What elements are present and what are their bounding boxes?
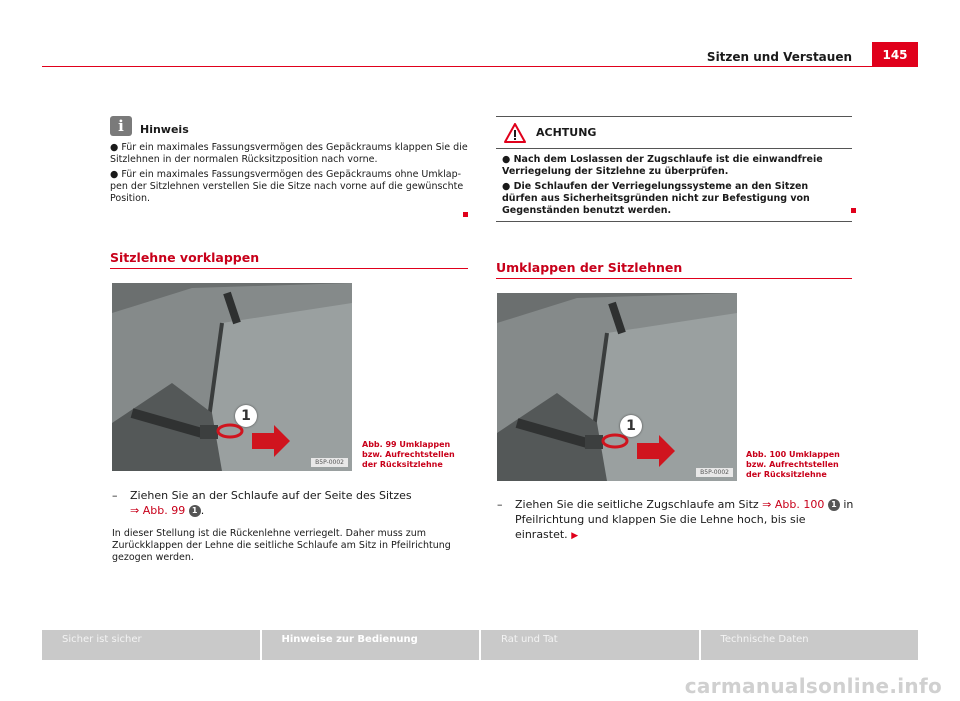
instruction-step: – Ziehen Sie die seitliche Zugschlaufe am Sitz ⇒ Abb. 100 1 in Pfeilrichtung und klappen Sie die Lehne hoch, bis sie einrastet. ▶ (497, 498, 854, 541)
footer-tab[interactable]: Technische Daten (701, 630, 919, 660)
warning-title: ACHTUNG (536, 126, 597, 139)
warning-item: ● Nach dem Loslassen der Zugschlaufe ist die einwandfreie Verriegelung der Sitzlehne zu überprüfen. (502, 154, 823, 177)
callout-badge: 1 (828, 499, 840, 511)
figure-seat-strap (497, 293, 737, 481)
section-rule (110, 268, 468, 269)
warning-box (496, 116, 852, 222)
footer-nav (42, 630, 918, 660)
notice-box (110, 116, 468, 221)
figure-xref-link[interactable]: ⇒ Abb. 99 (130, 504, 186, 517)
continue-arrow-icon: ▶ (571, 531, 579, 541)
seat-illustration (112, 283, 352, 471)
warning-item: ● Die Schlaufen der Verriegelungssysteme an den Sitzen dürfen aus Sicherheitsgründen nicht zur Befestigung von Gegenständen benutzt werden. (502, 181, 810, 216)
figure-callout: 1 (620, 415, 642, 437)
section-rule (496, 278, 852, 279)
info-icon: i (110, 116, 132, 136)
seat-illustration (497, 293, 737, 481)
figure-callout: 1 (235, 405, 257, 427)
figure-code: B5P-0002 (696, 468, 733, 477)
callout-badge: 1 (189, 505, 201, 517)
footer-tab-active[interactable]: Hinweise zur Bedienung (262, 630, 480, 660)
notice-item: ● Für ein maximales Fassungsvermögen des Gepäckraums klappen Sie die Sitzlehnen in der normalen Rücksitzposition nach vorne. (110, 142, 468, 165)
figure-code: B5P-0002 (311, 458, 348, 467)
figure-caption: Abb. 100 Umklappen bzw. Aufrechtstellen der Rücksitzlehne (746, 450, 840, 479)
header-rule (42, 66, 918, 67)
footer-tab[interactable]: Sicher ist sicher (42, 630, 260, 660)
watermark: carmanualsonline.info (684, 674, 942, 698)
footer-tab[interactable]: Rat und Tat (481, 630, 699, 660)
figure-caption: Abb. 99 Umklappen bzw. Aufrechtstellen der Rücksitzlehne (362, 440, 455, 469)
figure-seat-strap (112, 283, 352, 471)
notice-item: ● Für ein maximales Fassungsvermögen des Gepäckraums ohne Umklappen der Sitzlehnen verstellen Sie die Sitze nach vorne auf die gewünschte Position. (110, 169, 464, 204)
left-section-heading (110, 250, 468, 269)
notice-title: Hinweis (140, 123, 189, 136)
figure-xref-link[interactable]: ⇒ Abb. 100 (762, 498, 825, 511)
page-number: 145 (872, 42, 918, 67)
section-title: Sitzlehne vorklappen (110, 250, 260, 265)
right-section-heading (496, 260, 852, 279)
section-title: Umklappen der Sitzlehnen (496, 260, 683, 275)
end-marker-icon (463, 212, 468, 217)
running-header-title: Sitzen und Verstauen (706, 50, 852, 64)
end-marker-icon (851, 208, 856, 213)
instruction-step: – Ziehen Sie an der Schlaufe auf der Seite des Sitzes ⇒ Abb. 99 1 . (112, 489, 412, 517)
body-paragraph: In dieser Stellung ist die Rückenlehne verriegelt. Daher muss zum Zurückklappen der Lehne die seitliche Schlaufe am Sitz in Pfeilrichtung gezogen werden. (112, 528, 451, 563)
warning-triangle-icon (504, 123, 526, 143)
